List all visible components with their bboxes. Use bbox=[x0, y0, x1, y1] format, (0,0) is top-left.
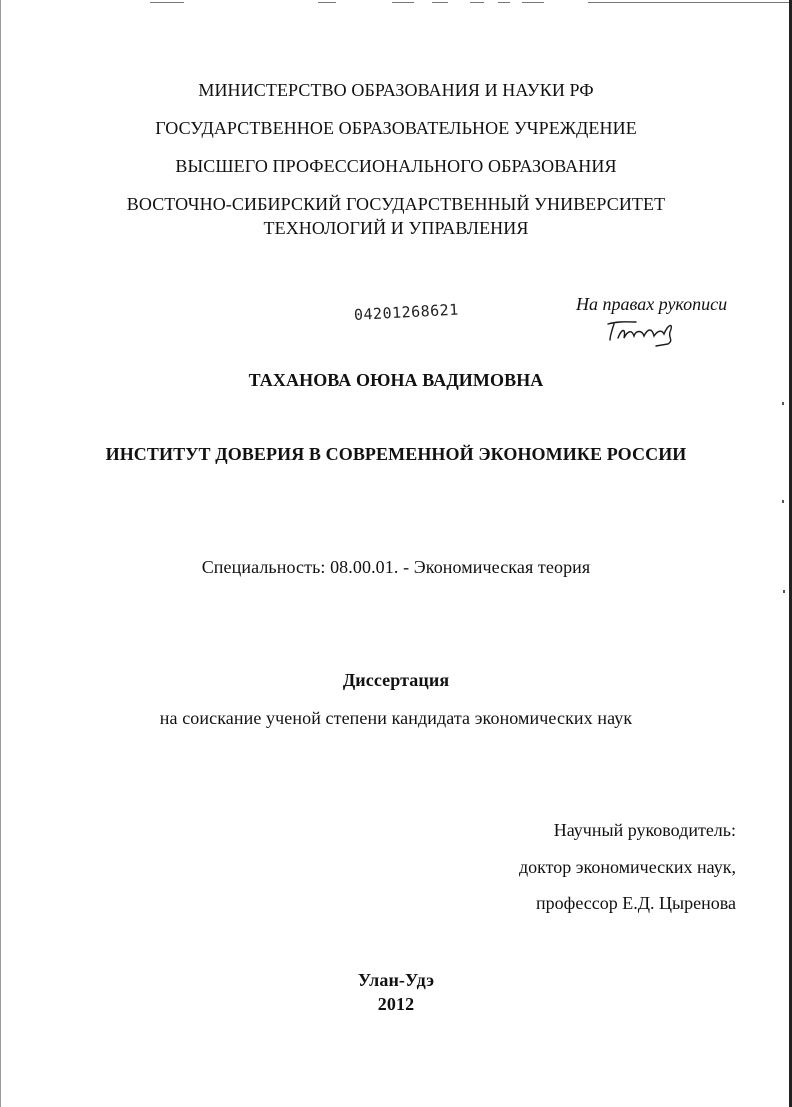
registration-stamp: 04201268621 bbox=[353, 300, 460, 324]
supervisor-degree: доктор экономических наук, bbox=[519, 857, 736, 877]
institution-type-line-1: ГОСУДАРСТВЕННОЕ ОБРАЗОВАТЕЛЬНОЕ УЧРЕЖДЕНИЕ bbox=[155, 118, 637, 138]
university-line-1: ВОСТОЧНО-СИБИРСКИЙ ГОСУДАРСТВЕННЫЙ УНИВЕРСИТЕТ bbox=[126, 194, 666, 214]
scan-speck bbox=[782, 500, 784, 503]
ministry-line: МИНИСТЕРСТВО ОБРАЗОВАНИЯ И НАУКИ РФ bbox=[198, 80, 594, 100]
city: Улан-Удэ bbox=[357, 970, 435, 990]
institution-type-line-2: ВЫСШЕГО ПРОФЕССИОНАЛЬНОГО ОБРАЗОВАНИЯ bbox=[175, 156, 617, 176]
dissertation-title: ИНСТИТУТ ДОВЕРИЯ В СОВРЕМЕННОЙ ЭКОНОМИКЕ РОССИИ bbox=[105, 444, 687, 464]
year: 2012 bbox=[377, 994, 415, 1014]
author-name: ТАХАНОВА ОЮНА ВАДИМОВНА bbox=[248, 370, 544, 390]
document-type: Диссертация bbox=[342, 670, 450, 690]
specialty: Специальность: 08.00.01. - Экономическая теория bbox=[201, 557, 591, 577]
scan-speck bbox=[783, 590, 785, 593]
degree-line: на соискание ученой степени кандидата экономических наук bbox=[159, 708, 633, 728]
scan-speck bbox=[782, 402, 784, 405]
supervisor-label: Научный руководитель: bbox=[553, 820, 736, 840]
supervisor-name: профессор Е.Д. Цыренова bbox=[536, 893, 736, 913]
scan-top-edge bbox=[0, 0, 792, 8]
signature-image bbox=[604, 316, 680, 350]
university-line-2: ТЕХНОЛОГИЙ И УПРАВЛЕНИЯ bbox=[263, 218, 529, 238]
manuscript-rights: На правах рукописи bbox=[576, 294, 728, 314]
